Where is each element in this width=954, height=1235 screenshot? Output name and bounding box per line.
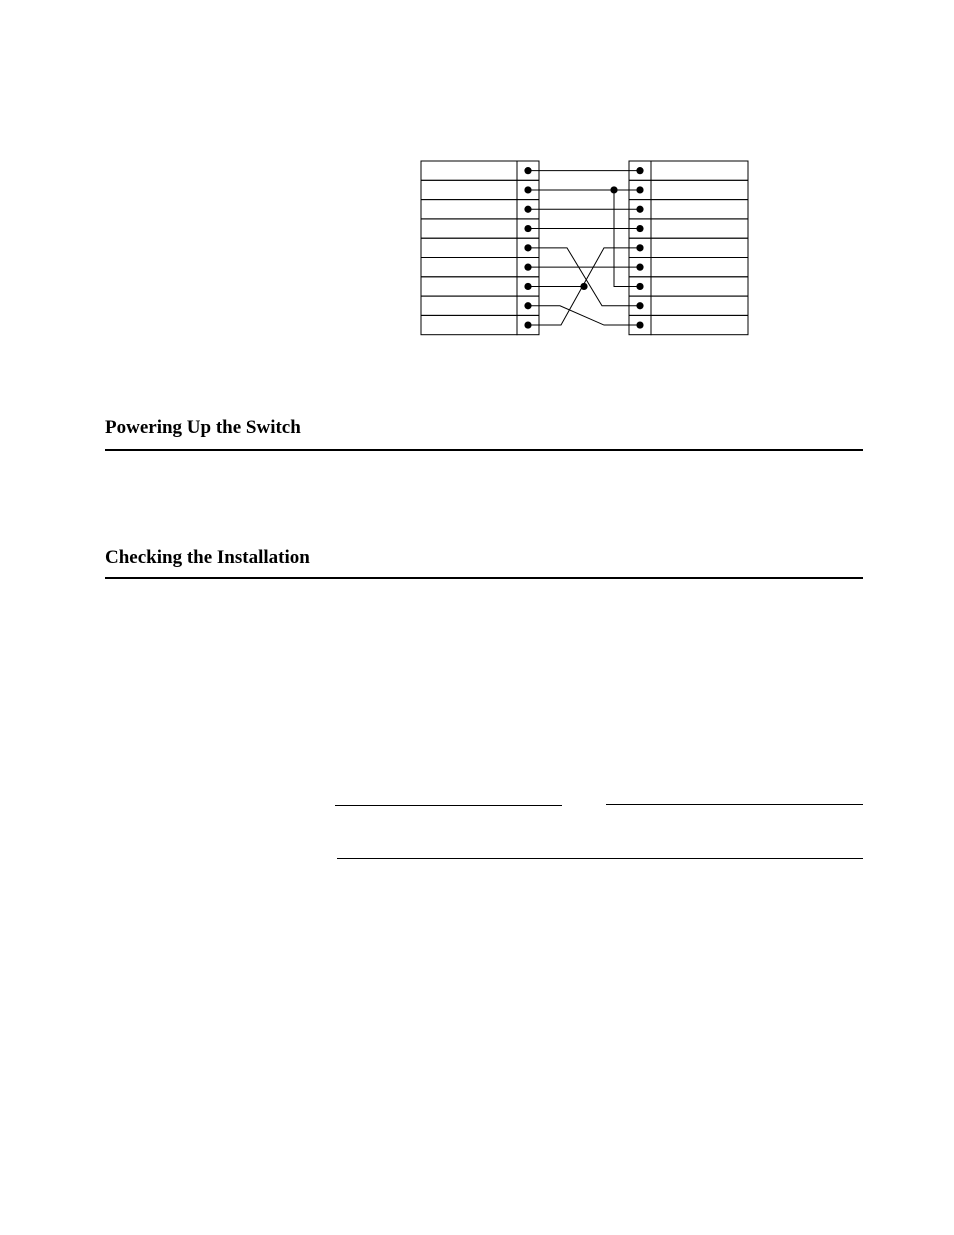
right-label-cell <box>651 258 748 277</box>
right-label-cell <box>651 161 748 180</box>
table-rule-left <box>335 805 562 806</box>
section-heading-checking-installation: Checking the Installation <box>105 547 310 568</box>
section-rule <box>105 577 863 579</box>
left-pin-dot <box>524 225 531 232</box>
left-pin-dot <box>524 264 531 271</box>
right-label-cell <box>651 180 748 199</box>
right-pin-dot <box>636 186 643 193</box>
table-rule-right <box>606 804 863 805</box>
wire-cross <box>528 248 640 306</box>
left-pin-dot <box>524 186 531 193</box>
section-heading-powering-up: Powering Up the Switch <box>105 417 301 438</box>
left-label-cell <box>421 238 517 257</box>
left-pin-dot <box>524 167 531 174</box>
right-label-cell <box>651 238 748 257</box>
right-connector <box>629 161 748 335</box>
left-pin-dot <box>524 244 531 251</box>
left-label-cell <box>421 296 517 315</box>
wire-group <box>528 171 640 325</box>
left-label-cell <box>421 161 517 180</box>
right-pin-dot <box>636 302 643 309</box>
right-label-cell <box>651 315 748 334</box>
right-pin-dot <box>636 206 643 213</box>
right-label-cell <box>651 277 748 296</box>
right-pin-dot <box>636 167 643 174</box>
left-pin-dot <box>524 283 531 290</box>
left-label-cell <box>421 258 517 277</box>
table-rule-bottom <box>337 858 863 859</box>
left-label-cell <box>421 315 517 334</box>
left-label-cell <box>421 180 517 199</box>
right-pin-dot <box>636 283 643 290</box>
left-pin-dot <box>524 302 531 309</box>
section-rule <box>105 449 863 451</box>
junction-dot <box>610 186 617 193</box>
right-label-cell <box>651 296 748 315</box>
wire-cross <box>528 306 640 325</box>
left-pin-dot <box>524 206 531 213</box>
left-label-cell <box>421 219 517 238</box>
junction-dot <box>580 283 587 290</box>
right-pin-dot <box>636 244 643 251</box>
left-label-cell <box>421 277 517 296</box>
right-pin-dot <box>636 264 643 271</box>
left-connector <box>421 161 539 335</box>
right-pin-dot <box>636 225 643 232</box>
right-label-cell <box>651 200 748 219</box>
left-label-cell <box>421 200 517 219</box>
right-label-cell <box>651 219 748 238</box>
left-pin-dot <box>524 321 531 328</box>
right-pin-dot <box>636 321 643 328</box>
